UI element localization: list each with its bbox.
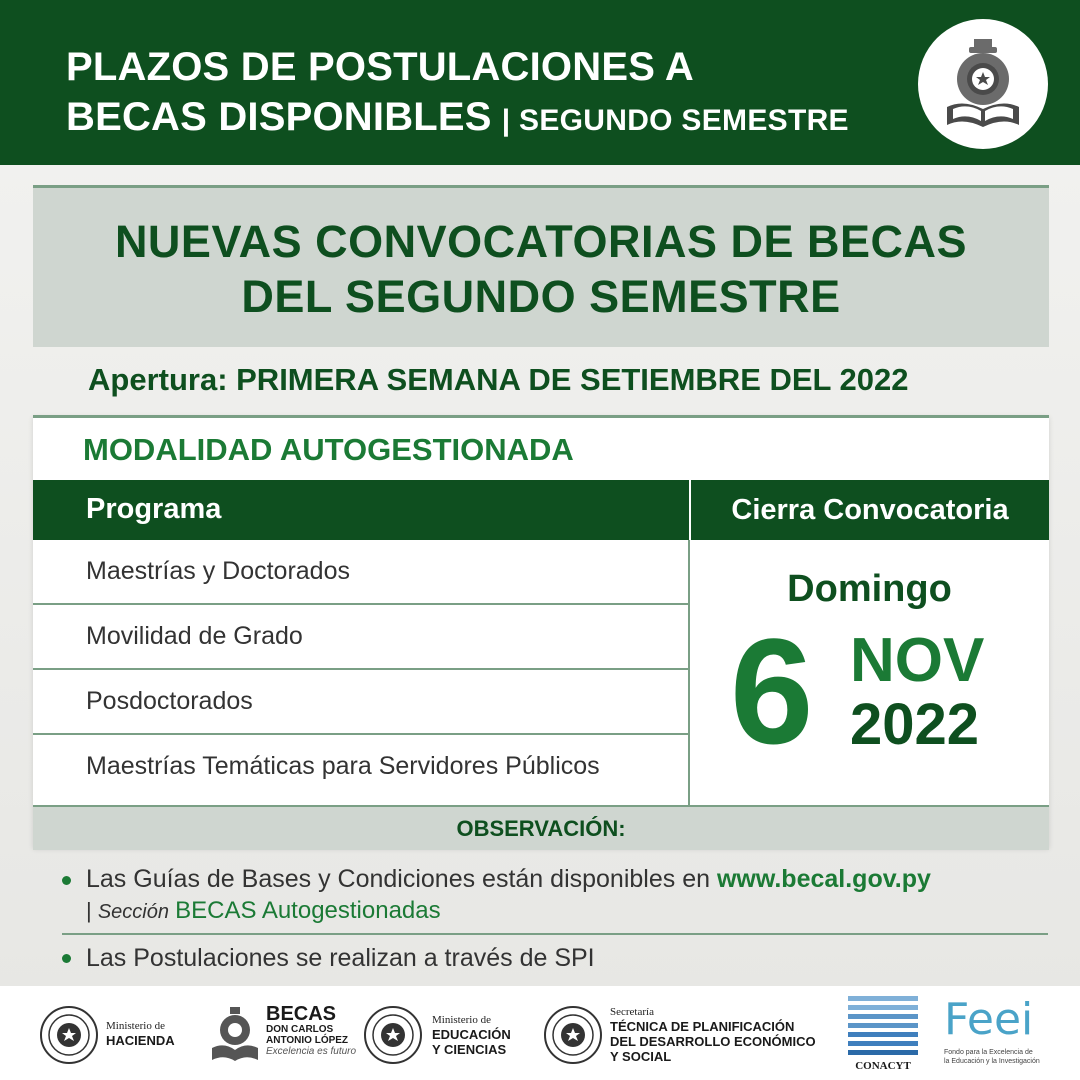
paraguay-seal-icon (364, 1006, 422, 1064)
note-guides-section (62, 896, 1048, 927)
note-spi (62, 943, 1048, 973)
becal-website-link[interactable]: www.becal.gov.py (716, 865, 931, 893)
table-row: Posdoctorados (33, 670, 689, 735)
hacienda-name: HACIENDA (106, 1033, 175, 1048)
closing-date (690, 540, 1049, 805)
announcement-banner (33, 185, 1049, 347)
table-header (33, 480, 1049, 540)
stp-name-3: Y SOCIAL (610, 1049, 672, 1064)
table-row: Maestrías y Doctorados (33, 540, 689, 605)
paraguay-seal-icon (40, 1006, 98, 1064)
mec-name-1: EDUCACIÓN (432, 1027, 511, 1042)
table-row: Movilidad de Grado (33, 605, 689, 670)
footer-logos (0, 986, 1080, 1080)
section-separator: | (86, 898, 98, 923)
bullet-icon (62, 954, 71, 963)
hacienda-logo (106, 1020, 175, 1048)
becal-logo (918, 19, 1048, 149)
hacienda-top: Ministerio de (106, 1020, 165, 1032)
modalidad-heading: MODALIDAD AUTOGESTIONADA (83, 432, 574, 467)
observation-notes (62, 862, 1048, 973)
mec-name-2: Y CIENCIAS (432, 1042, 507, 1057)
conacyt-logo-icon (848, 996, 918, 1056)
becas-logo (266, 1004, 356, 1058)
note-spi-text: Las Postulaciones se realizan a través de SPI (86, 944, 595, 972)
table-row: Maestrías Temáticas para Servidores Públicos (86, 752, 600, 780)
banner-line-2: DEL SEGUNDO SEMESTRE (241, 271, 841, 322)
column-header-cierra: Cierra Convocatoria (689, 480, 1049, 540)
conacyt-label: CONACYT (855, 1060, 911, 1072)
closing-month: NOV (850, 626, 985, 695)
note-guides-text: Las Guías de Bases y Condiciones están disponibles en (86, 865, 710, 893)
notes-divider (62, 933, 1048, 935)
becas-tagline: Excelencia es futuro (266, 1046, 357, 1057)
feei-caption-2: la Educación y la Investigación (944, 1058, 1040, 1065)
note-guides (62, 862, 1048, 896)
becas-sub-2: ANTONIO LÓPEZ (266, 1035, 349, 1046)
stp-logo (610, 1006, 816, 1064)
banner-line-1: NUEVAS CONVOCATORIAS DE BECAS (114, 216, 968, 267)
closing-day: 6 (730, 607, 814, 775)
section-label: Sección (97, 901, 169, 923)
section-link[interactable]: BECAS Autogestionadas (175, 897, 441, 924)
program-list (33, 540, 689, 800)
mec-logo (432, 1014, 511, 1057)
becas-sub-1: DON CARLOS (266, 1024, 334, 1035)
feei-logo: Feei (944, 994, 1034, 1045)
closing-weekday: Domingo (787, 568, 952, 610)
apertura-text: Apertura: PRIMERA SEMANA DE SETIEMBRE DEL 2022 (88, 362, 909, 397)
feei-caption-1: Fondo para la Excelencia de (944, 1049, 1033, 1056)
title-subtitle: | SEGUNDO SEMESTRE (501, 104, 849, 137)
locomotive-book-icon (943, 37, 1023, 129)
title-line-2 (66, 92, 849, 146)
feei-caption (944, 1048, 1054, 1066)
banner-title (33, 214, 1049, 324)
bullet-icon (62, 876, 71, 885)
title-line-1: PLAZOS DE POSTULACIONES A (66, 45, 695, 89)
page-title (66, 42, 849, 146)
observacion-heading: OBSERVACIÓN: (33, 805, 1049, 850)
scholarship-table (33, 415, 1049, 847)
mec-top: Ministerio de (432, 1014, 491, 1026)
title-line-2-main: BECAS DISPONIBLES (66, 95, 492, 139)
becas-title: BECAS (266, 1003, 337, 1025)
paraguay-seal-icon (544, 1006, 602, 1064)
stp-name-2: DEL DESARROLLO ECONÓMICO (610, 1034, 816, 1049)
becal-locomotive-icon (210, 1006, 260, 1062)
stp-top: Secretaría (610, 1006, 654, 1018)
closing-year: 2022 (850, 692, 980, 757)
column-header-programa: Programa (86, 493, 222, 525)
header-bar (0, 0, 1080, 165)
stp-name-1: TÉCNICA DE PLANIFICACIÓN (610, 1019, 795, 1034)
